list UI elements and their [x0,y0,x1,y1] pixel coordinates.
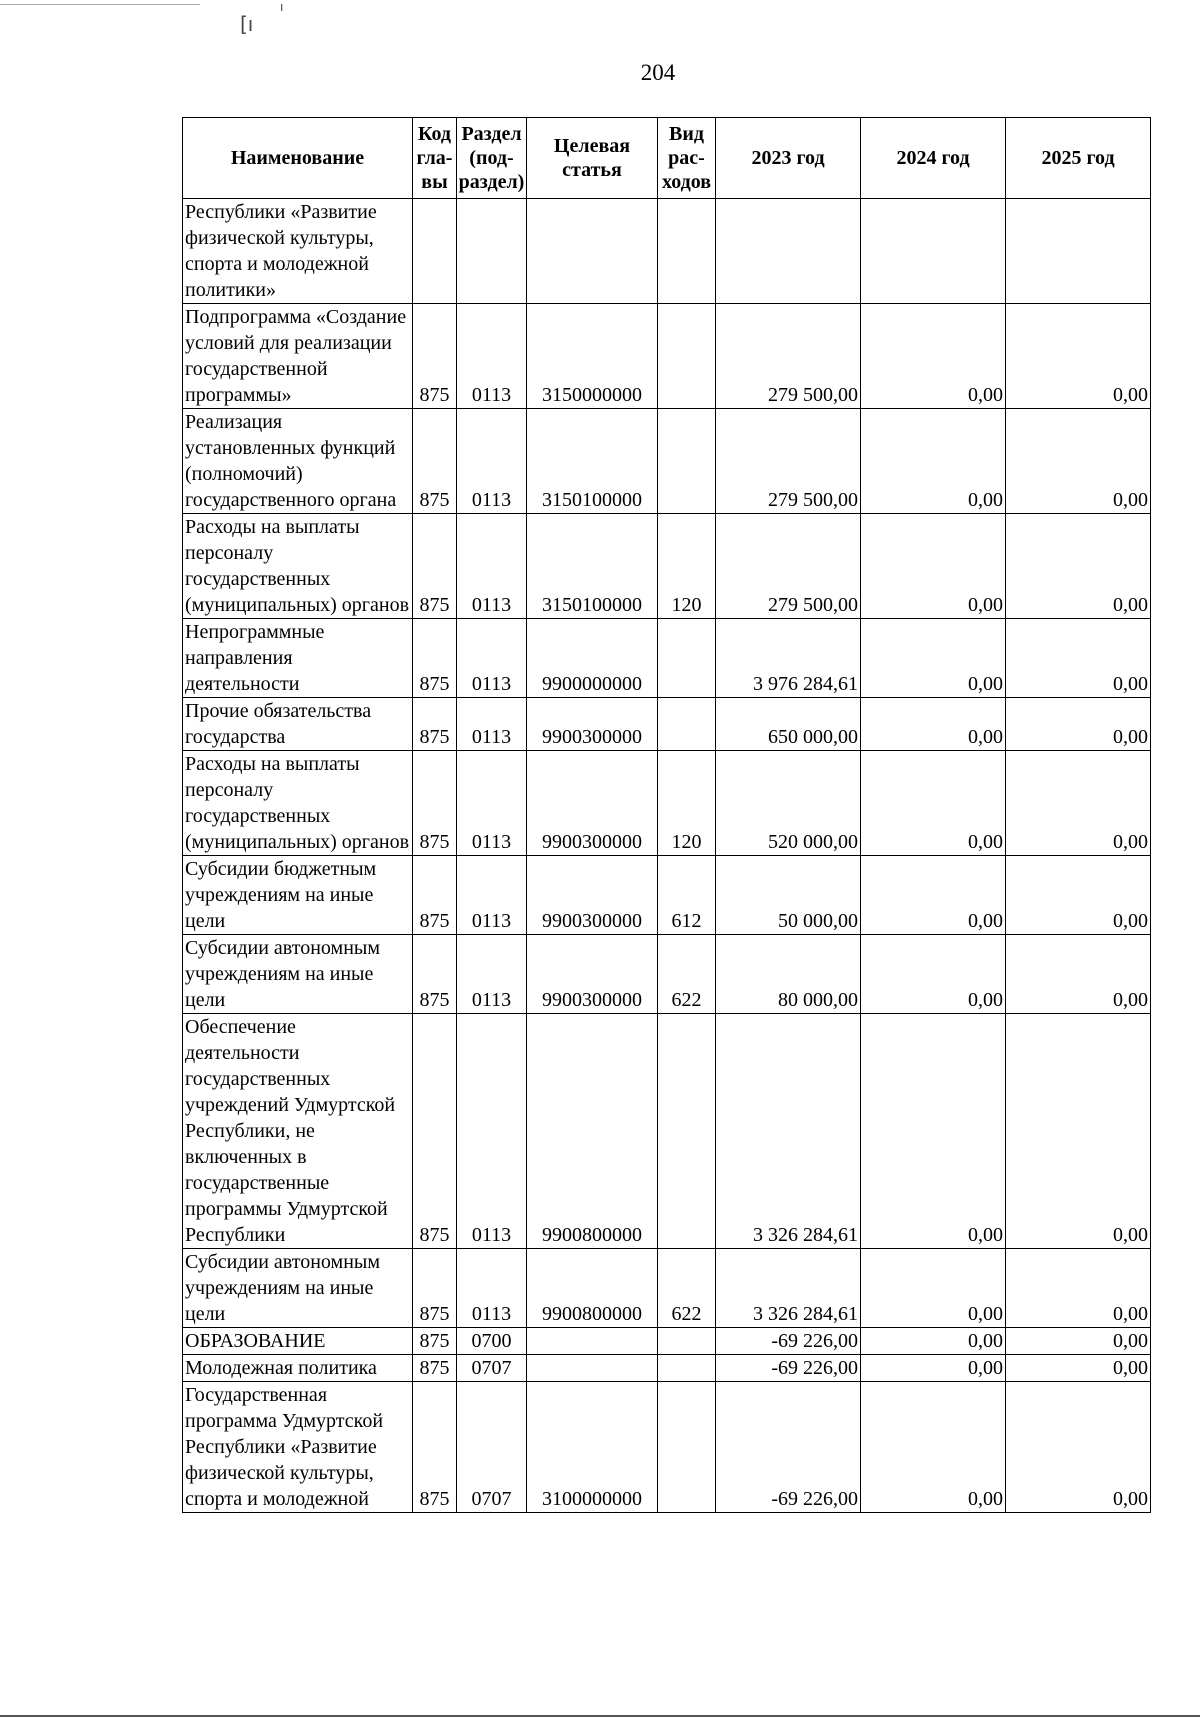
scan-artifact-tick: ı [280,0,284,14]
cell-target: 3150100000 [527,514,658,619]
header-2025: 2025 год [1006,118,1151,199]
cell-name: Непрограммные направления деятельности [183,619,413,698]
cell-2025 [1006,199,1151,304]
cell-type [658,619,716,698]
cell-target: 9900300000 [527,856,658,935]
cell-code: 875 [413,1014,457,1249]
cell-2025: 0,00 [1006,409,1151,514]
header-name: Наименование [183,118,413,199]
cell-target [527,1328,658,1355]
cell-target: 9900300000 [527,751,658,856]
cell-code: 875 [413,698,457,751]
table-row [183,1382,1151,1513]
scan-bottom-edge [0,1715,1200,1717]
cell-2023: 520 000,00 [716,751,861,856]
scan-artifact-mark: [ı [240,12,254,36]
cell-type: 622 [658,1249,716,1328]
cell-target: 9900300000 [527,698,658,751]
cell-code: 875 [413,304,457,409]
page-number: 204 [640,60,676,85]
cell-section: 0707 [457,1355,527,1382]
cell-2023: 3 326 284,61 [716,1014,861,1249]
cell-code: 875 [413,1249,457,1328]
cell-2024: 0,00 [861,751,1006,856]
table-row [183,751,1151,856]
cell-2024: 0,00 [861,1249,1006,1328]
cell-2025: 0,00 [1006,1014,1151,1249]
cell-2025: 0,00 [1006,1328,1151,1355]
cell-code: 875 [413,1355,457,1382]
cell-code: 875 [413,619,457,698]
cell-target: 3150000000 [527,304,658,409]
cell-2023: 80 000,00 [716,935,861,1014]
cell-2023: -69 226,00 [716,1355,861,1382]
cell-2024: 0,00 [861,698,1006,751]
cell-type: 622 [658,935,716,1014]
header-target: Целевая статья [527,118,658,199]
cell-type [658,304,716,409]
cell-name: Субсидии автономным учреждениям на иные цели [183,1249,413,1328]
cell-2023: 279 500,00 [716,514,861,619]
cell-code: 875 [413,935,457,1014]
table-row [183,304,1151,409]
cell-2025: 0,00 [1006,856,1151,935]
cell-2025: 0,00 [1006,935,1151,1014]
cell-2023: 650 000,00 [716,698,861,751]
cell-section: 0113 [457,409,527,514]
cell-2025: 0,00 [1006,698,1151,751]
cell-type [658,1014,716,1249]
cell-section: 0113 [457,751,527,856]
cell-code: 875 [413,751,457,856]
cell-2023: -69 226,00 [716,1382,861,1513]
cell-2024: 0,00 [861,1355,1006,1382]
cell-2025: 0,00 [1006,751,1151,856]
cell-2024: 0,00 [861,409,1006,514]
header-2024: 2024 год [861,118,1006,199]
cell-section: 0113 [457,514,527,619]
cell-2024: 0,00 [861,1328,1006,1355]
table-row [183,514,1151,619]
cell-target: 9900800000 [527,1014,658,1249]
cell-code: 875 [413,1328,457,1355]
cell-2024: 0,00 [861,1382,1006,1513]
cell-target [527,199,658,304]
cell-section: 0113 [457,856,527,935]
cell-name: Расходы на выплаты персоналу государственных (муниципальных) органов [183,751,413,856]
cell-name: Расходы на выплаты персоналу государственных (муниципальных) органов [183,514,413,619]
cell-section: 0113 [457,1249,527,1328]
cell-type [658,199,716,304]
cell-type [658,1328,716,1355]
table-row [183,1014,1151,1249]
cell-2025: 0,00 [1006,619,1151,698]
cell-target [527,1355,658,1382]
cell-target: 9900000000 [527,619,658,698]
cell-2024: 0,00 [861,514,1006,619]
cell-name: Субсидии бюджетным учреждениям на иные цели [183,856,413,935]
cell-name: Республики «Развитие физической культуры, спорта и молодежной политики» [183,199,413,304]
cell-2023: 3 326 284,61 [716,1249,861,1328]
cell-name: Прочие обязательства государства [183,698,413,751]
table-row [183,619,1151,698]
cell-code: 875 [413,1382,457,1513]
cell-section: 0113 [457,619,527,698]
cell-code: 875 [413,856,457,935]
cell-type [658,409,716,514]
cell-name: Государственная программа Удмуртской Республики «Развитие физической культуры, спорта и молодежной [183,1382,413,1513]
cell-type [658,1355,716,1382]
cell-type [658,1382,716,1513]
cell-name: Молодежная политика [183,1355,413,1382]
table-row [183,199,1151,304]
cell-2023: 279 500,00 [716,409,861,514]
cell-target: 3150100000 [527,409,658,514]
cell-section: 0700 [457,1328,527,1355]
cell-2025: 0,00 [1006,1249,1151,1328]
cell-2024 [861,199,1006,304]
cell-target: 9900800000 [527,1249,658,1328]
table-row [183,1249,1151,1328]
cell-2025: 0,00 [1006,304,1151,409]
table-row [183,856,1151,935]
cell-2023 [716,199,861,304]
table-row [183,1328,1151,1355]
cell-2024: 0,00 [861,619,1006,698]
table-row [183,1355,1151,1382]
cell-type: 612 [658,856,716,935]
header-type: Вид рас- ходов [658,118,716,199]
cell-section: 0113 [457,1014,527,1249]
cell-target: 9900300000 [527,935,658,1014]
cell-2025: 0,00 [1006,1382,1151,1513]
cell-name: ОБРАЗОВАНИЕ [183,1328,413,1355]
cell-section: 0707 [457,1382,527,1513]
header-2023: 2023 год [716,118,861,199]
cell-2025: 0,00 [1006,1355,1151,1382]
table-row [183,698,1151,751]
cell-2024: 0,00 [861,304,1006,409]
cell-section: 0113 [457,304,527,409]
cell-code: 875 [413,409,457,514]
cell-2024: 0,00 [861,935,1006,1014]
cell-code: 875 [413,514,457,619]
cell-2025: 0,00 [1006,514,1151,619]
cell-2024: 0,00 [861,856,1006,935]
cell-name: Реализация установленных функций (полномочий) государственного органа [183,409,413,514]
header-section: Раздел (под- раздел) [457,118,527,199]
cell-2023: 3 976 284,61 [716,619,861,698]
table-row [183,409,1151,514]
cell-type [658,698,716,751]
header-code: Код гла- вы [413,118,457,199]
cell-2024: 0,00 [861,1014,1006,1249]
cell-2023: -69 226,00 [716,1328,861,1355]
table-header-row [183,118,1151,199]
cell-type: 120 [658,514,716,619]
cell-section [457,199,527,304]
scan-edge-line [0,4,200,5]
table-row [183,935,1151,1014]
cell-target: 3100000000 [527,1382,658,1513]
cell-name: Подпрограмма «Создание условий для реализации государственной программы» [183,304,413,409]
cell-section: 0113 [457,935,527,1014]
cell-name: Обеспечение деятельности государственных учреждений Удмуртской Республики, не включенных в государственные программы Удмуртской Республики [183,1014,413,1249]
cell-2023: 50 000,00 [716,856,861,935]
cell-code [413,199,457,304]
cell-section: 0113 [457,698,527,751]
cell-type: 120 [658,751,716,856]
budget-table [182,117,1151,1513]
cell-2023: 279 500,00 [716,304,861,409]
cell-name: Субсидии автономным учреждениям на иные цели [183,935,413,1014]
